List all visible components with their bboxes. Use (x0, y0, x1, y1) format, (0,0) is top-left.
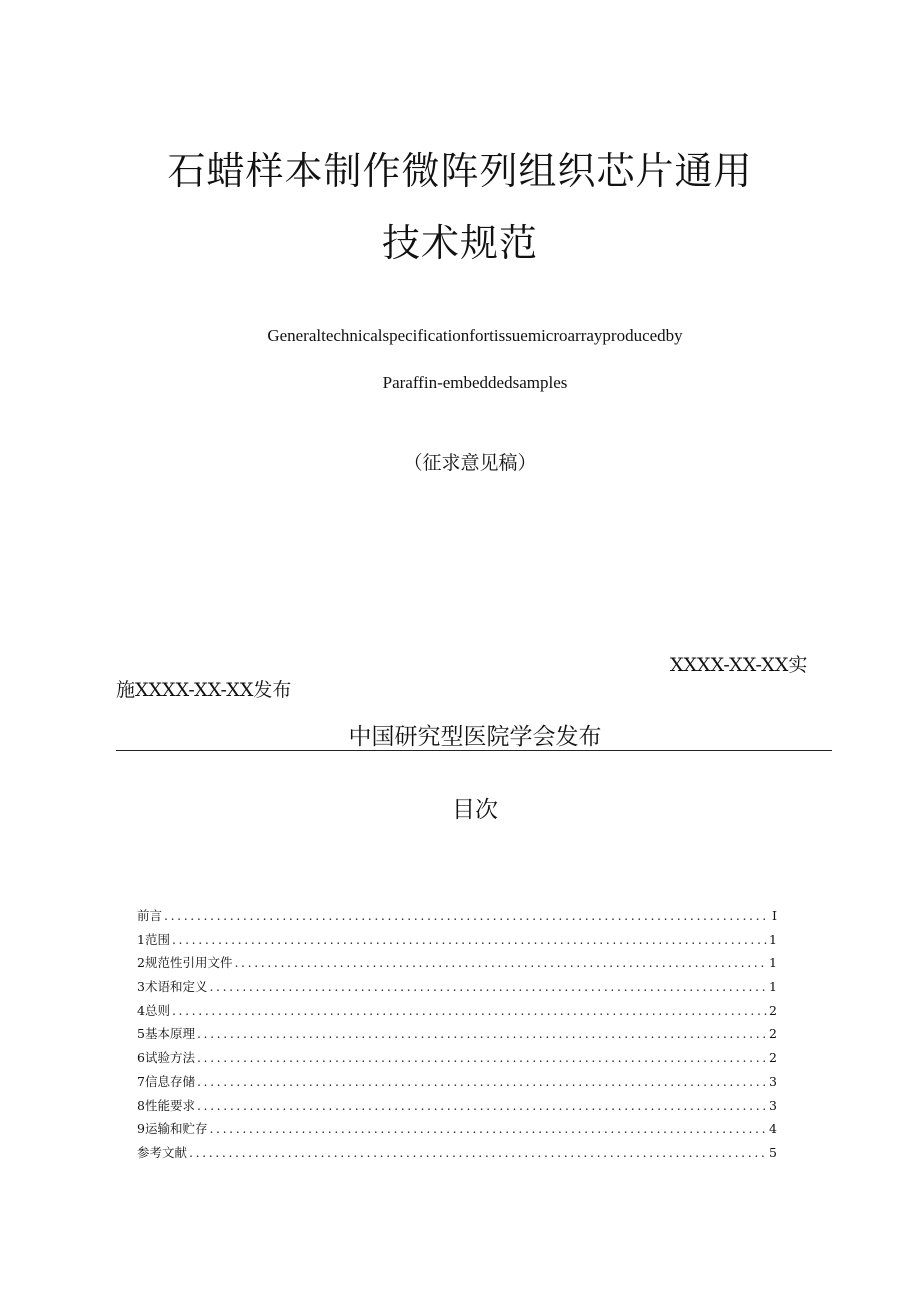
toc-leader-dots (164, 908, 770, 923)
toc-entry[interactable] (137, 906, 777, 930)
toc-entry-page: 4 (769, 1121, 777, 1137)
toc-leader-dots (197, 1074, 767, 1089)
toc-entry-label: 3术语和定义 (137, 979, 208, 995)
english-title-line-2: Paraffin-embeddedsamples (382, 373, 568, 392)
toc-entry-label: 7信息存储 (137, 1073, 195, 1089)
toc-entry-label: 5基本原理 (137, 1026, 195, 1042)
toc-title: 目次 (452, 797, 498, 823)
document-title-line-1: 石蜡样本制作微阵列组织芯片通用 (167, 149, 753, 193)
toc-entry-label: 参考文献 (137, 1144, 188, 1160)
toc-leader-dots (189, 1145, 767, 1160)
toc-entry-label: 6试验方法 (137, 1050, 195, 1066)
toc-leader-dots (209, 1121, 767, 1136)
toc-leader-dots (209, 979, 767, 994)
toc-entry-page: 3 (769, 1097, 777, 1113)
toc-entry-label: 1范围 (137, 931, 170, 947)
publisher: 中国研究型医院学会发布 (348, 724, 602, 750)
toc-entry-page: I (772, 908, 777, 923)
toc-entry[interactable] (137, 1072, 777, 1096)
toc-entry-page: 3 (769, 1073, 777, 1089)
toc-entry[interactable] (137, 953, 777, 977)
toc-leader-dots (172, 1003, 767, 1018)
divider (116, 750, 832, 751)
toc-leader-dots (197, 1098, 767, 1113)
table-of-contents (137, 906, 777, 1167)
toc-entry-label: 2规范性引用文件 (137, 955, 233, 971)
toc-entry[interactable] (137, 1119, 777, 1143)
document-title-line-2: 技术规范 (381, 221, 538, 265)
toc-entry[interactable] (137, 1096, 777, 1120)
toc-leader-dots (197, 1026, 767, 1041)
toc-entry-label: 8性能要求 (137, 1097, 195, 1113)
toc-entry[interactable] (137, 977, 777, 1001)
toc-entry-page: 1 (769, 979, 777, 995)
toc-entry[interactable] (137, 1048, 777, 1072)
english-title-line-1: Generaltechnicalspecificationfortissuemicroarrayproducedby (267, 326, 683, 345)
toc-entry-page: 5 (769, 1144, 777, 1160)
implementation-date: XXXX-XX-XX实 (670, 654, 808, 676)
toc-entry-page: 2 (769, 1002, 777, 1018)
toc-entry-page: 2 (769, 1050, 777, 1066)
toc-entry[interactable] (137, 1024, 777, 1048)
toc-entry-page: 2 (769, 1026, 777, 1042)
toc-leader-dots (197, 1050, 767, 1065)
toc-entry[interactable] (137, 1001, 777, 1025)
toc-entry[interactable] (137, 1143, 777, 1167)
toc-entry-page: 1 (769, 931, 777, 947)
toc-entry-label: 4总则 (137, 1002, 170, 1018)
toc-entry-label: 9运输和贮存 (137, 1121, 208, 1137)
toc-entry[interactable] (137, 930, 777, 954)
toc-leader-dots (172, 932, 767, 947)
release-date: 施XXXX-XX-XX发布 (116, 679, 292, 701)
toc-entry-label: 前言 (137, 908, 163, 923)
toc-leader-dots (234, 955, 767, 970)
toc-entry-page: 1 (769, 955, 777, 971)
draft-note: （征求意见稿） (403, 452, 537, 474)
